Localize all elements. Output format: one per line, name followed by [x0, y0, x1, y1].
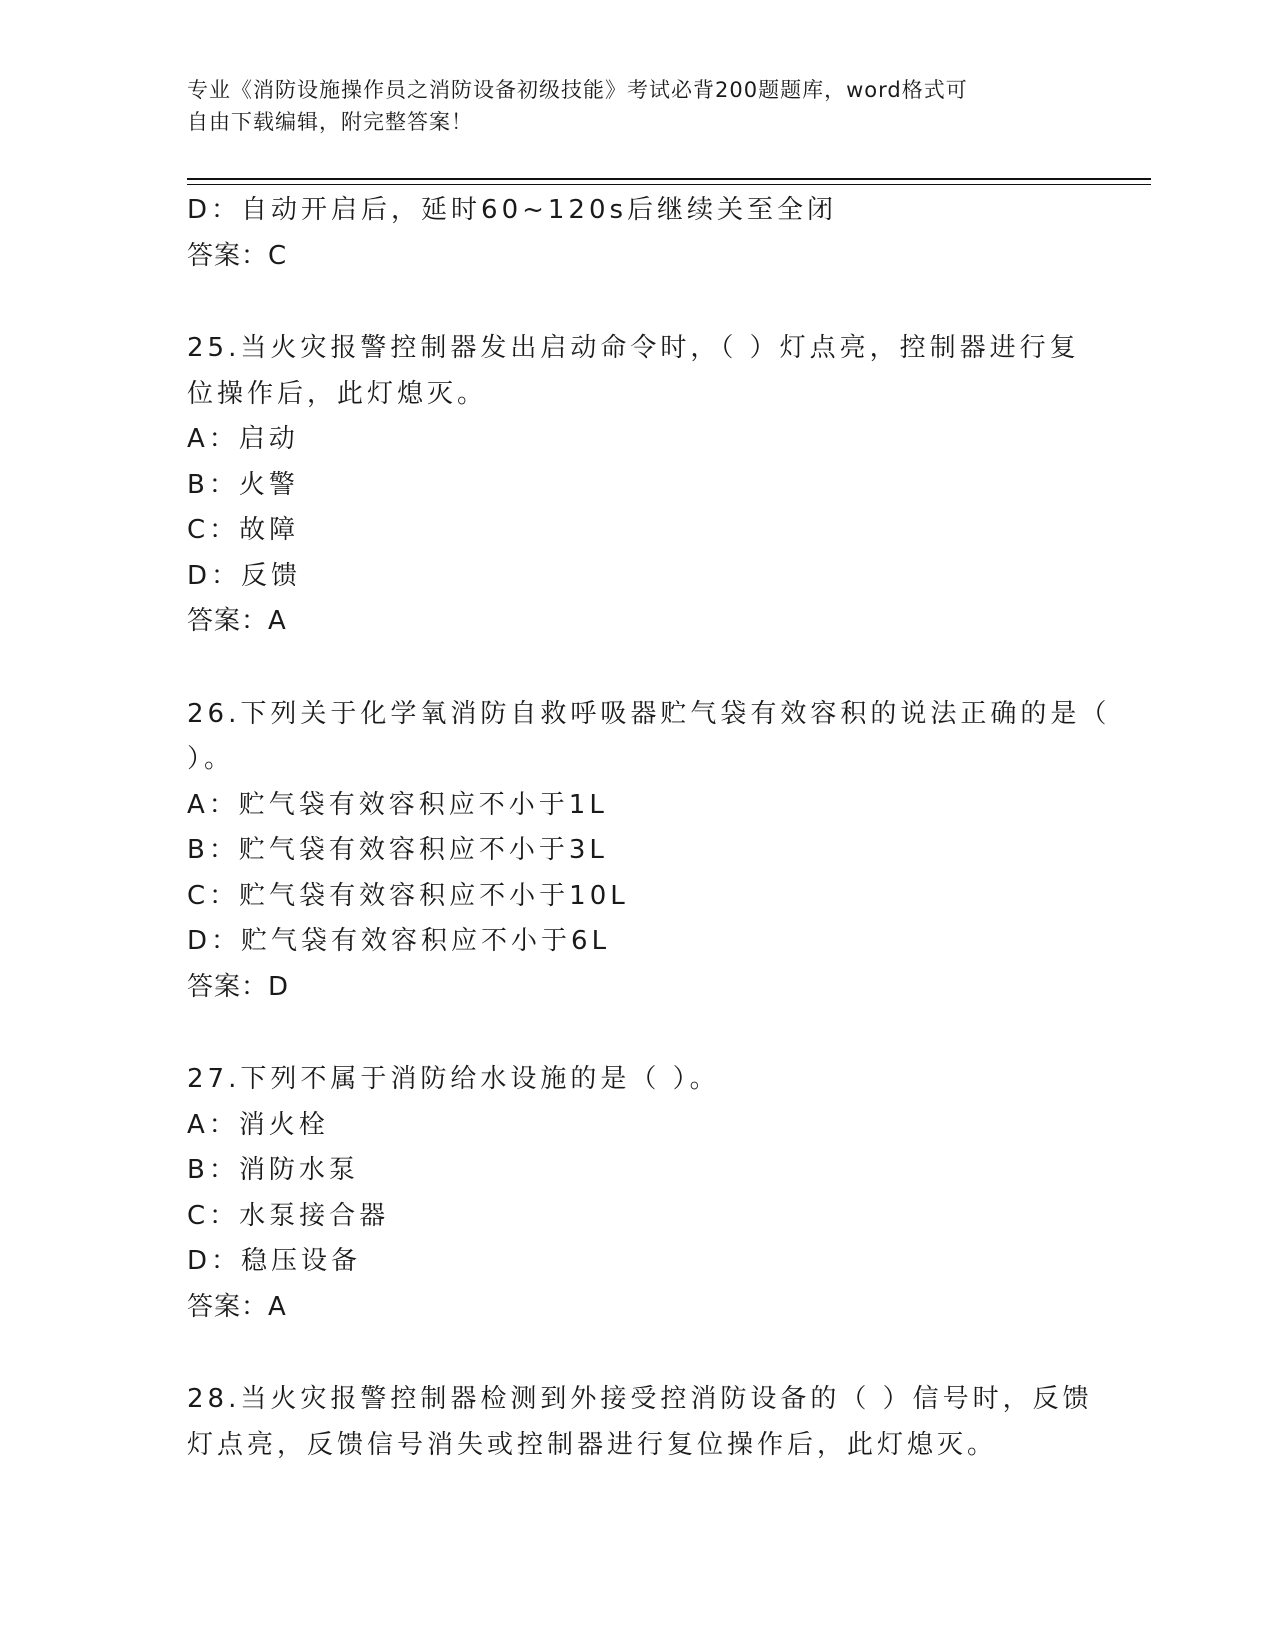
question-stem-cont: 灯点亮，反馈信号消失或控制器进行复位操作后，此灯熄灭。: [187, 1429, 998, 1460]
answer-line: 答案：D: [187, 971, 290, 1002]
question-27: [187, 1057, 1067, 1330]
option-b: B：消防水泵: [187, 1155, 359, 1185]
spacer: [187, 1010, 1107, 1057]
option-d: D：贮气袋有效容积应不小于6L: [187, 926, 611, 956]
option-a: A：贮气袋有效容积应不小于1L: [187, 789, 608, 820]
question-stem: 27.下列不属于消防给水设施的是（ ）。: [187, 1064, 720, 1094]
question-stem-cont: 位操作后，此灯熄灭。: [187, 378, 488, 409]
option-c: C：水泵接合器: [187, 1200, 390, 1231]
question-stem: 28.当火灾报警控制器检测到外接受控消防设备的（ ）信号时，反馈: [187, 1384, 1093, 1414]
answer-line: 答案：A: [187, 606, 287, 636]
option-b: B：贮气袋有效容积应不小于3L: [187, 835, 608, 865]
option-c: C：贮气袋有效容积应不小于10L: [187, 880, 629, 911]
header-line-2: 自由下载编辑，附完整答案！: [187, 110, 473, 134]
option-d: D：自动开启后，延时60~120s后继续关至全闭: [187, 195, 838, 225]
document-body: [187, 188, 1111, 1468]
option-b: B：火警: [187, 469, 299, 500]
document-header: [187, 74, 1087, 138]
spacer: [187, 1330, 1107, 1377]
question-25: [187, 326, 1080, 645]
option-c: C：故障: [187, 515, 300, 545]
question-stem: 25.当火灾报警控制器发出启动命令时，（ ）灯点亮，控制器进行复: [187, 333, 1080, 363]
option-a: A：消火栓: [187, 1109, 329, 1140]
spacer: [187, 279, 1107, 326]
header-divider-thin: [187, 184, 1151, 185]
question-stem: 26.下列关于化学氧消防自救呼吸器贮气袋有效容积的说法正确的是（: [187, 698, 1111, 729]
answer-line: 答案：C: [187, 240, 288, 271]
header-line-1: 专业《消防设施操作员之消防设备初级技能》考试必背200题题库，word格式可: [187, 78, 968, 102]
spacer: [187, 645, 1107, 692]
question-26: [187, 692, 1111, 1011]
option-d: D：反馈: [187, 560, 302, 591]
option-a: A：启动: [187, 424, 299, 454]
question-28: [187, 1377, 1093, 1468]
question-stem-cont: ）。: [187, 744, 235, 774]
option-d: D：稳压设备: [187, 1246, 362, 1276]
header-divider-thick: [187, 178, 1151, 180]
answer-line: 答案：A: [187, 1291, 287, 1322]
